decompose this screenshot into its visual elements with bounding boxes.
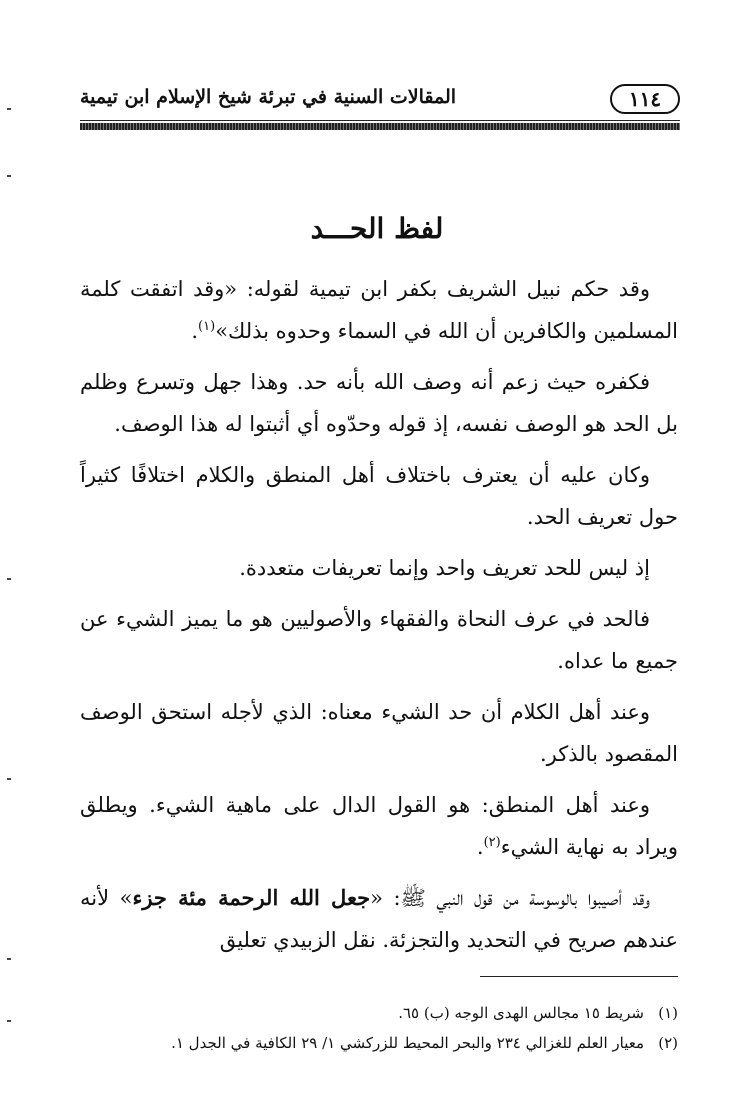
hadith-quote: جعل الله الرحمة مئة جزء [132, 885, 371, 910]
scan-margin-mark [7, 175, 11, 177]
paragraph-8: وقد أصيبوا بالوسوسة من قول النبي ﷺ: «جعل الله الرحمة مئة جزء» لأنه عندهم صريح في التحديد والتجزئة. نقل الزبيدي تعليق [80, 885, 678, 952]
scan-margin-mark [7, 578, 11, 580]
scan-margin-mark [7, 958, 11, 960]
footnote: (٢)معيار العلم للغزالي ٢٣٤ والبحر المحيط للزركشي ١/ ٢٩ الكافية في الجدل ١. [171, 1034, 678, 1052]
scan-margin-mark [7, 108, 11, 110]
page-header [80, 80, 680, 120]
running-title: المقالات السنية في تبرئة شيخ الإسلام ابن تيمية [80, 86, 457, 108]
paragraph-5: فالحد في عرف النحاة والفقهاء والأصوليين هو ما يميز الشيء عن جميع ما عداه. [80, 607, 678, 673]
paragraph-7: وعند أهل المنطق: هو القول الدال على ماهية الشيء. ويطلق ويراد به نهاية الشيء$^{(٢)}$. [80, 793, 678, 859]
paragraph-1: وقد حكم نبيل الشريف بكفر ابن تيمية لقوله: «وقد اتفقت كلمة المسلمين والكافرين أن الله في السماء وحدوه بذلك»$^{(١)}$. [80, 277, 678, 343]
paragraph-2: فكفره حيث زعم أنه وصف الله بأنه حد. وهذا جهل وتسرع وظلم بل الحد هو الوصف نفسه، إذ قوله وحدّوه أي أثبتوا له هذا الوصف. [80, 370, 678, 436]
footnotes [80, 998, 678, 1058]
paragraph-6: وعند أهل الكلام أن حد الشيء معناه: الذي لأجله استحق الوصف المقصود بالذكر. [80, 700, 678, 766]
scan-margin-mark [7, 778, 11, 780]
section-title: لفظ الحـــد [310, 212, 444, 245]
footnote: (١)شريط ١٥ مجالس الهدى الوجه (ب) ٦٥. [398, 1004, 678, 1022]
scan-margin-mark [7, 1020, 11, 1022]
page-number: ١١٤ [610, 84, 680, 114]
footnote-ref: (١) [198, 319, 216, 334]
footnote-ref: (٢) [483, 835, 501, 850]
header-rule-line [80, 120, 680, 121]
body-text [80, 268, 678, 970]
footnote-separator [480, 976, 678, 977]
paragraph-4: إذ ليس للحد تعريف واحد وإنما تعريفات متعددة. [239, 556, 650, 580]
paragraph-3: وكان عليه أن يعترف باختلاف أهل المنطق والكلام اختلافًا كثيراً حول تعريف الحد. [80, 463, 678, 529]
header-rule-band [80, 123, 680, 130]
